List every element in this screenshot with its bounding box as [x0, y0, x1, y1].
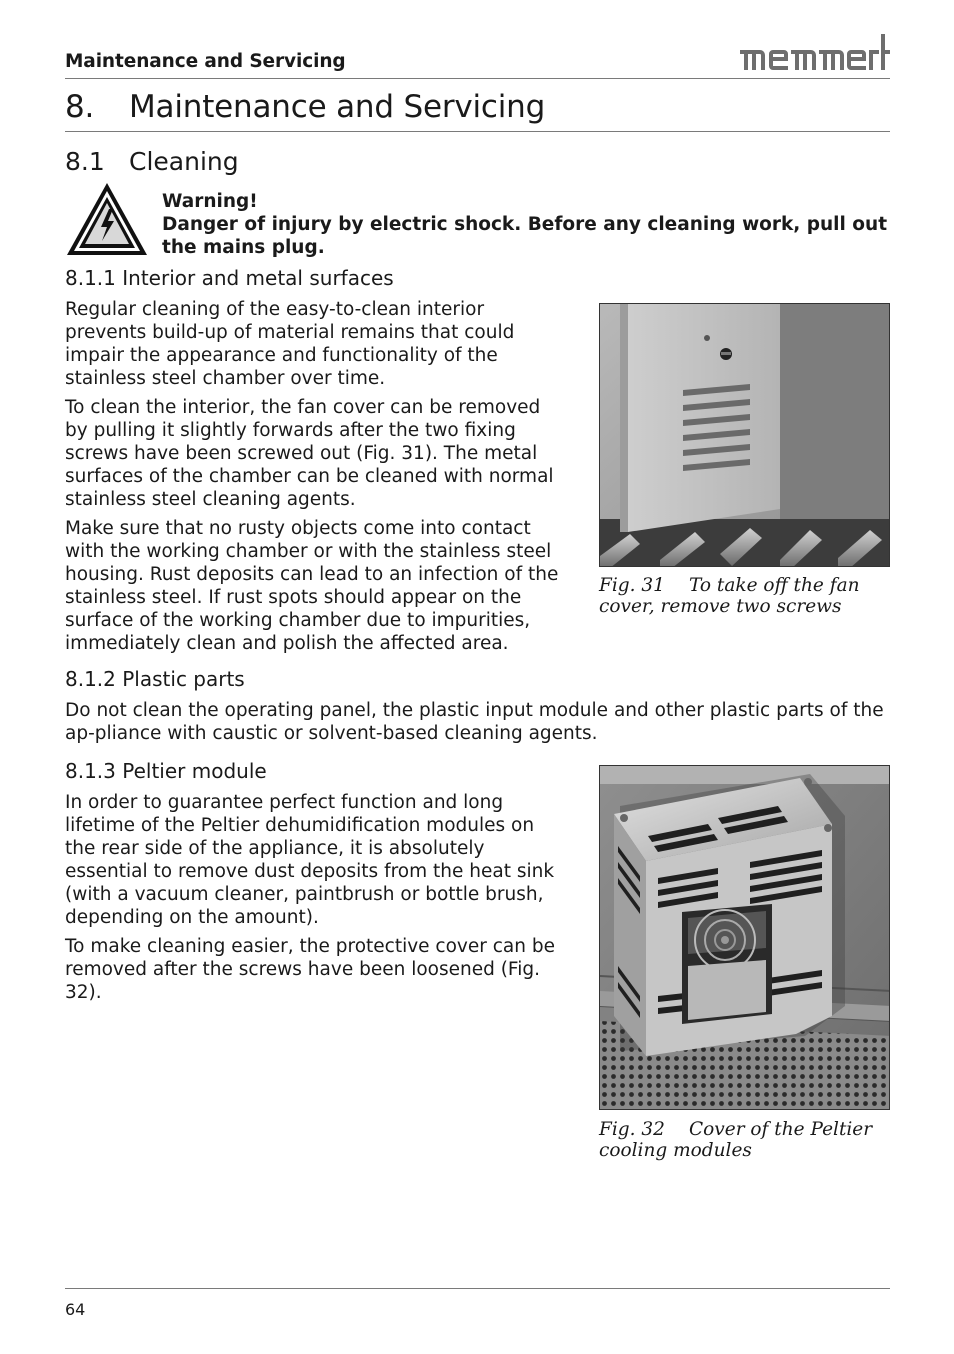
peltier-paragraph-1: In order to guarantee perfect function and long lifetime of the Peltier dehumidification modules on the rear side of the appliance, it is absolutely essential to remove dust deposits from the heat sink (with a vacuum cleaner, paintbrush or bottle brush, depending on the amount).	[65, 792, 555, 928]
interior-heading: 8.1.1 Interior and metal surfaces	[65, 266, 394, 290]
section-number: 8.	[65, 89, 95, 125]
fig32-number: Fig. 32	[599, 1119, 665, 1140]
fig31-caption	[599, 575, 889, 617]
plastic-body	[65, 699, 890, 751]
interior-paragraph-1: Regular cleaning of the easy-to-clean interior prevents build-up of material remains that could impair the appearance and functionality of the stainless steel chamber over time.	[65, 299, 515, 389]
running-header: Maintenance and Servicing	[65, 51, 346, 72]
interior-paragraph-3: Make sure that no rusty objects come into contact with the working chamber or with the stainless steel housing. Rust deposits can lead to an infection of the stainless steel. If rust spots should appear on the surface of the working chamber due to impurities, immediately clean and polish the affected area.	[65, 518, 559, 654]
fig32-caption-text: Cover of the Peltier cooling modules	[599, 1119, 873, 1161]
section-title: Maintenance and Servicing	[129, 89, 546, 125]
subsection-number: 8.1	[65, 147, 105, 176]
section-rule	[65, 131, 890, 132]
interior-body	[65, 298, 565, 661]
peltier-body	[65, 791, 565, 1010]
peltier-cover-illustration	[600, 766, 890, 1110]
fig31-number: Fig. 31	[599, 575, 665, 596]
warning-heading: Warning!	[162, 191, 258, 212]
electric-shock-warning-icon	[65, 181, 149, 257]
fig31-image	[599, 303, 890, 567]
fig32-image	[599, 765, 890, 1110]
subsection-title: Cleaning	[129, 147, 239, 176]
subsection-heading	[65, 147, 239, 176]
plastic-paragraph: Do not clean the operating panel, the plastic input module and other plastic parts of the ap-pliance with caustic or solvent-based cleaning agents.	[65, 700, 884, 744]
fig31-caption-text: To take off the fan cover, remove two screws	[599, 575, 860, 617]
plastic-heading: 8.1.2 Plastic parts	[65, 667, 245, 691]
peltier-paragraph-2: To make cleaning easier, the protective cover can be removed after the screws have been loosened (Fig. 32).	[65, 936, 555, 1003]
page-number: 64	[65, 1300, 86, 1319]
section-heading	[65, 89, 545, 125]
fig32-caption	[599, 1119, 889, 1161]
warning-block	[162, 190, 892, 259]
warning-text: Danger of injury by electric shock. Before any cleaning work, pull out the mains plug.	[162, 214, 888, 258]
memmert-logo	[738, 34, 890, 72]
interior-paragraph-2: To clean the interior, the fan cover can be removed by pulling it slightly forwards after the two fixing screws have been screwed out (Fig. 31). The metal surfaces of the chamber can be cleaned with normal stainless steel cleaning agents.	[65, 397, 554, 510]
header-rule	[65, 78, 890, 79]
fan-cover-illustration	[600, 304, 890, 567]
peltier-heading: 8.1.3 Peltier module	[65, 759, 267, 783]
footer-rule	[65, 1288, 890, 1289]
